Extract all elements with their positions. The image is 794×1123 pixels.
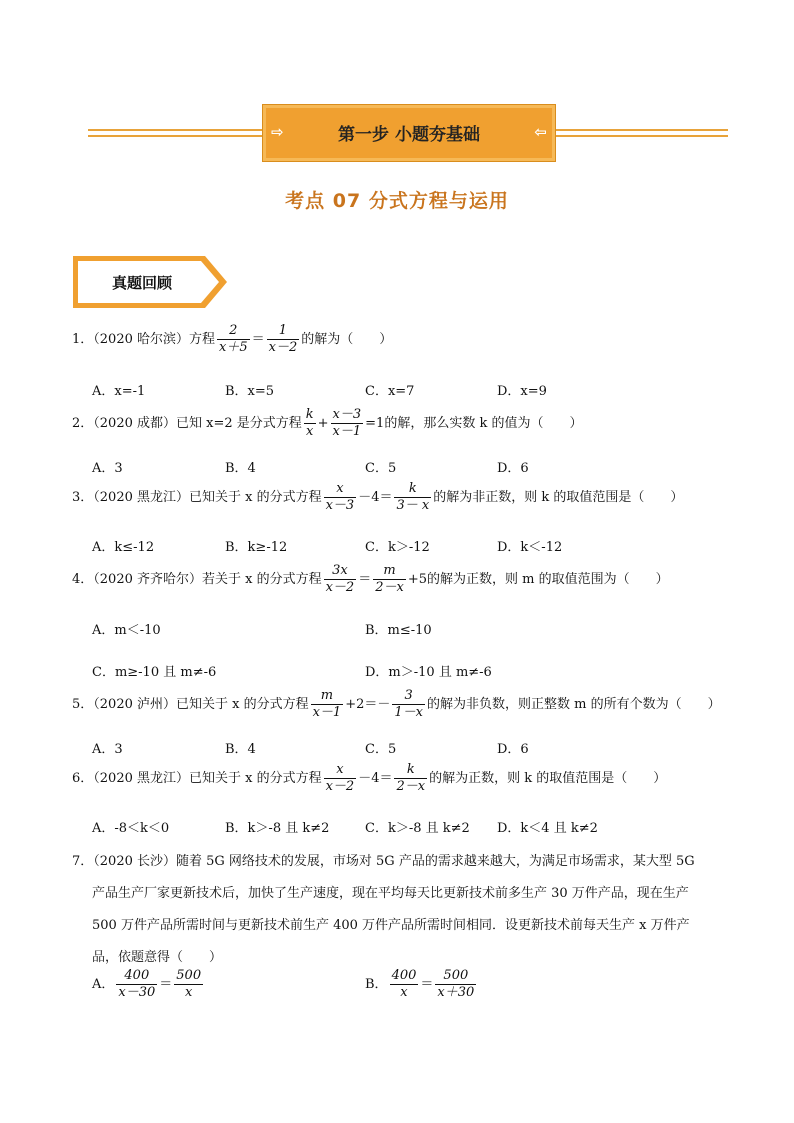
option-a[interactable]: A．k≤-12 bbox=[92, 540, 155, 555]
option-d[interactable]: D．m＞-10 且 m≠-6 bbox=[365, 665, 492, 680]
right-arrow-icon: ⇨ bbox=[271, 123, 284, 141]
page-title: 考点 07 分式方程与运用 bbox=[285, 190, 509, 212]
fraction: $\frac{m}{2-x}$ bbox=[375, 563, 404, 595]
option-a[interactable]: A． $\frac{400}{x-30}$ ＝ $\frac{500}{x}$ bbox=[92, 968, 202, 1000]
question-1: 1．（2020 哈尔滨）方程 $\frac{2}{x+5}$ ＝ $\frac{1}{x-2}$ 的解为（ ） bbox=[72, 323, 393, 355]
fraction: $\frac{3x}{x-2}$ bbox=[325, 563, 355, 595]
option-c[interactable]: C．5 bbox=[365, 461, 397, 476]
section-label: 真题回顾 bbox=[111, 274, 172, 292]
question-7-line-4: 品，依题意得（ ） bbox=[92, 950, 223, 965]
question-3: 3．（2020 黑龙江）已知关于 x 的分式方程 $\frac{x}{x-3}$ －4＝ $\frac{k}{3- x}$ 的解为非正数，则 k 的取值范围是（ ） bbox=[72, 481, 684, 513]
option-d[interactable]: D．6 bbox=[497, 742, 529, 757]
option-a[interactable]: A．x=-1 bbox=[92, 384, 146, 399]
option-b[interactable]: B．4 bbox=[225, 742, 256, 757]
question-7-line-1: 7．（2020 长沙）随着 5G 网络技术的发展，市场对 5G 产品的需求越来越大，为满足市场需求，某大型 5G bbox=[72, 854, 695, 869]
option-b[interactable]: B．m≤-10 bbox=[365, 623, 432, 638]
fraction: $\frac{3}{1-x}$ bbox=[394, 688, 423, 720]
option-c[interactable]: C．k＞-12 bbox=[365, 540, 430, 555]
question-7-line-2: 产品生产厂家更新技术后，加快了生产速度，现在平均每天比更新技术前多生产 30 万件产品，现在生产 bbox=[92, 886, 689, 901]
left-arrow-icon: ⇦ bbox=[534, 123, 547, 141]
option-b[interactable]: B．4 bbox=[225, 461, 256, 476]
option-d[interactable]: D．6 bbox=[497, 461, 529, 476]
question-2: 2．（2020 成都）已知 x=2 是分式方程 $\frac{k}{x}$ + $\frac{x-3}{x-1}$ =1的解，那么实数 k 的值为（ ） bbox=[72, 407, 583, 439]
fraction: $\frac{k}{3- x}$ bbox=[396, 481, 430, 513]
fraction: $\frac{400}{x}$ bbox=[391, 968, 417, 1000]
option-b[interactable]: B．x=5 bbox=[225, 384, 275, 399]
fraction: $\frac{400}{x-30}$ bbox=[118, 968, 156, 1000]
fraction: $\frac{k}{2-x}$ bbox=[396, 762, 426, 794]
option-b[interactable]: B．k≥-12 bbox=[225, 540, 288, 555]
option-c[interactable]: C．k＞-8 且 k≠2 bbox=[365, 821, 470, 836]
section-header bbox=[73, 256, 229, 308]
option-d[interactable]: D．k＜-12 bbox=[497, 540, 563, 555]
fraction: $\frac{500}{x+30}$ bbox=[437, 968, 475, 1000]
option-a[interactable]: A．m＜-10 bbox=[92, 623, 161, 638]
header-line-left-top bbox=[88, 129, 262, 131]
option-a[interactable]: A．-8＜k＜0 bbox=[92, 821, 170, 836]
fraction: $\frac{x-3}{x-1}$ bbox=[332, 407, 362, 439]
header-line-left-bottom bbox=[88, 135, 262, 137]
option-d[interactable]: D．x=9 bbox=[497, 384, 547, 399]
step-banner bbox=[262, 104, 556, 162]
question-7-line-3: 500 万件产品所需时间与更新技术前生产 400 万件产品所需时间相同．设更新技术前每天生产 x 万件产 bbox=[92, 918, 690, 933]
option-a[interactable]: A．3 bbox=[92, 461, 123, 476]
header-line-right-top bbox=[554, 129, 728, 131]
fraction: $\frac{k}{x}$ bbox=[305, 407, 314, 439]
fraction: $\frac{x}{x-2}$ bbox=[325, 762, 355, 794]
option-b[interactable]: B． $\frac{400}{x}$ ＝ $\frac{500}{x+30}$ bbox=[365, 968, 475, 1000]
fraction: $\frac{2}{x+5}$ bbox=[219, 323, 248, 355]
option-b[interactable]: B．k＞-8 且 k≠2 bbox=[225, 821, 330, 836]
option-a[interactable]: A．3 bbox=[92, 742, 123, 757]
fraction: $\frac{500}{x}$ bbox=[176, 968, 202, 1000]
option-c[interactable]: C．x=7 bbox=[365, 384, 415, 399]
question-4: 4．（2020 齐齐哈尔）若关于 x 的分式方程 $\frac{3x}{x-2}$ ＝ $\frac{m}{2-x}$ +5的解为正数，则 m 的取值范围为（ ） bbox=[72, 563, 669, 595]
header-line-right-bottom bbox=[554, 135, 728, 137]
question-6: 6．（2020 黑龙江）已知关于 x 的分式方程 $\frac{x}{x-2}$ －4＝ $\frac{k}{2-x}$ 的解为正数，则 k 的取值范围是（ ） bbox=[72, 762, 667, 794]
fraction: $\frac{1}{x-2}$ bbox=[268, 323, 298, 355]
option-c[interactable]: C．5 bbox=[365, 742, 397, 757]
option-c[interactable]: C．m≥-10 且 m≠-6 bbox=[92, 665, 217, 680]
question-5: 5．（2020 泸州）已知关于 x 的分式方程 $\frac{m}{x-1}$ +2＝－ $\frac{3}{1-x}$ 的解为非负数，则正整数 m 的所有个数为（ ） bbox=[72, 688, 721, 720]
fraction: $\frac{x}{x-3}$ bbox=[325, 481, 355, 513]
fraction: $\frac{m}{x-1}$ bbox=[312, 688, 342, 720]
banner-title: 第一步 小题夯基础 bbox=[338, 125, 480, 145]
option-d[interactable]: D．k＜4 且 k≠2 bbox=[497, 821, 598, 836]
